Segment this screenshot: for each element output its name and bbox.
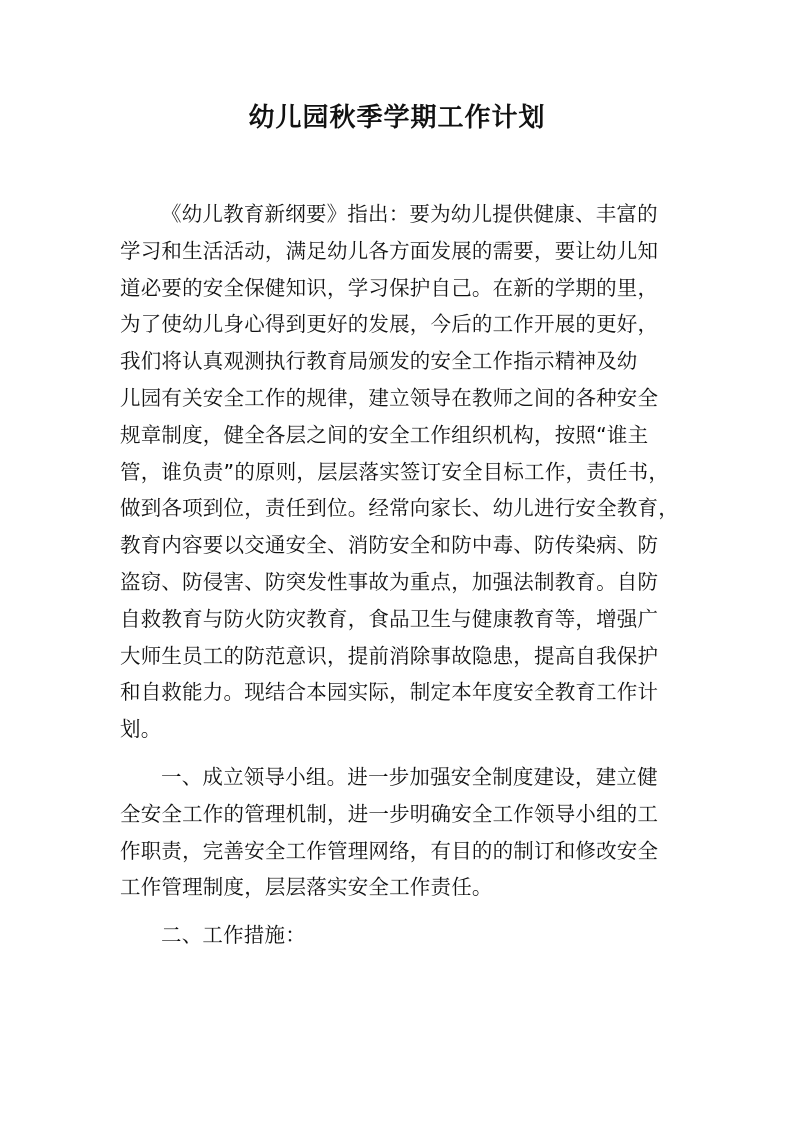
paragraph-1-line-15: 划。 <box>120 717 162 742</box>
paragraph-1-line-12: 自救教育与防火防灾教育，食品卫生与健康教育等，增强广 <box>120 606 659 631</box>
paragraph-2-line-3: 作职责，完善安全工作管理网络，有目的的制订和修改安全 <box>120 838 659 863</box>
paragraph-1-line-7: 规章制度，健全各层之间的安全工作组织机构，按照“谁主 <box>120 422 649 447</box>
paragraph-1-line-2: 学习和生活活动，满足幼儿各方面发展的需要，要让幼儿知 <box>120 238 659 263</box>
document-body <box>120 196 680 954</box>
paragraph-1-line-6: 儿园有关安全工作的规律，建立领导在教师之间的各种安全 <box>120 385 659 410</box>
paragraph-2-line-2: 全安全工作的管理机制，进一步明确安全工作领导小组的工 <box>120 801 659 826</box>
paragraph-1-line-13: 大师生员工的防范意识，提前消除事故隐患，提高自我保护 <box>120 643 659 668</box>
paragraph-1-line-5: 我们将认真观测执行教育局颁发的安全工作指示精神及幼 <box>120 349 638 374</box>
paragraph-1-line-4: 为了使幼儿身心得到更好的发展，今后的工作开展的更好， <box>120 312 659 337</box>
paragraph-1-line-10: 教育内容要以交通安全、消防安全和防中毒、防传染病、防 <box>120 533 659 558</box>
paragraph-gap <box>120 748 680 759</box>
paragraph-1-line-3: 道必要的安全保健知识，学习保护自己。在新的学期的里， <box>120 275 659 300</box>
paragraph-2-line-1: 一、成立领导小组。进一步加强安全制度建设，建立健 <box>161 764 658 789</box>
document-title: 幼儿园秋季学期工作计划 <box>248 103 546 133</box>
paragraph-1-line-1: 《幼儿教育新纲要》指出：要为幼儿提供健康、丰富的 <box>161 202 658 226</box>
paragraph-1-line-8: 管，谁负责”的原则，层层落实签订安全目标工作，责任书， <box>120 459 670 484</box>
paragraph-2-line-4: 工作管理制度，层层落实安全工作责任。 <box>120 875 493 900</box>
section-heading-measures: 二、工作措施： <box>161 923 306 948</box>
paragraph-1-line-11: 盗窃、防侵害、防突发性事故为重点，加强法制教育。自防 <box>120 569 659 594</box>
paragraph-1-line-9: 做到各项到位，责任到位。经常向家长、幼儿进行安全教育， <box>120 496 679 521</box>
paragraph-gap <box>120 906 680 917</box>
paragraph-1-line-14: 和自救能力。现结合本园实际，制定本年度安全教育工作计 <box>120 680 659 705</box>
